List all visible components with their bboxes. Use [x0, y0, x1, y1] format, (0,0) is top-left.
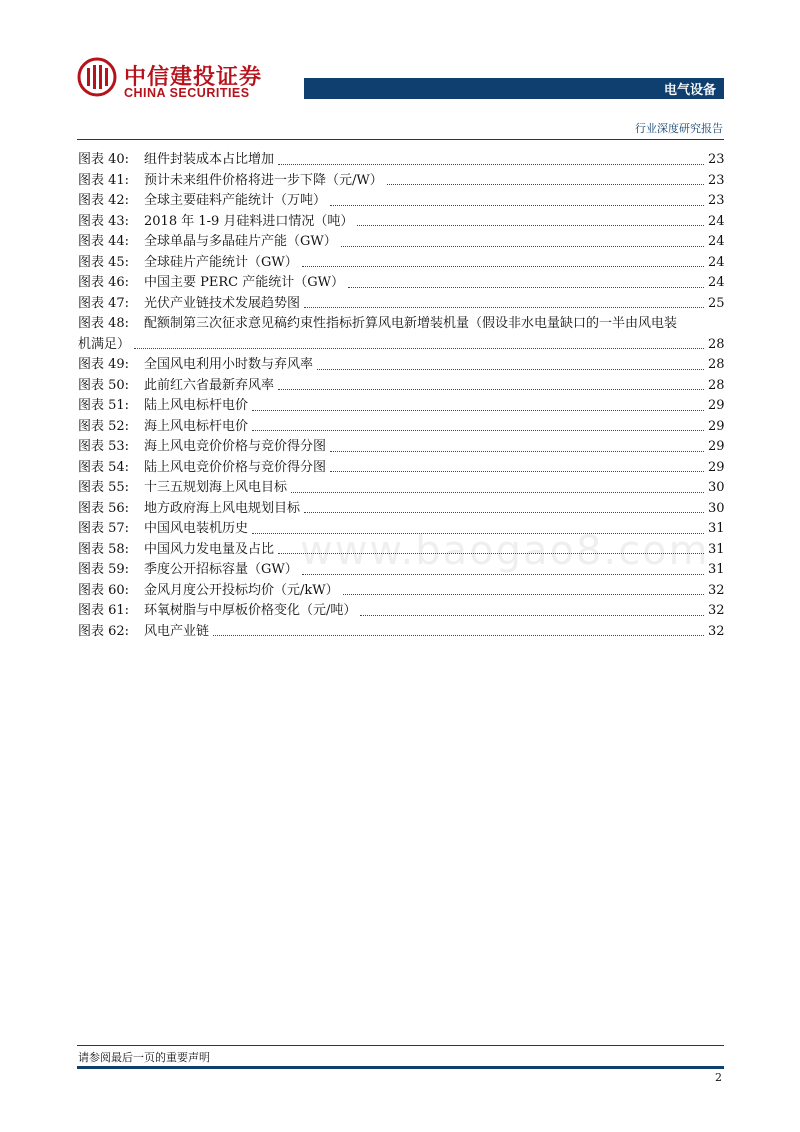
toc-entry-page: 23: [708, 172, 725, 188]
toc-entry[interactable]: [78, 478, 724, 499]
toc-entry-title: 海上风电竞价价格与竞价得分图: [144, 439, 327, 454]
toc-entry[interactable]: [78, 273, 724, 294]
toc-entry-page: 29: [708, 439, 725, 454]
toc-leader-dots: [360, 614, 704, 616]
toc-entry-label: 图表 41:: [78, 172, 130, 188]
toc-entry-page: 31: [708, 541, 725, 557]
toc-entry-label: 图表 54:: [78, 459, 130, 475]
toc-leader-dots: [278, 388, 704, 390]
toc-entry[interactable]: [78, 191, 724, 212]
toc-entry-label: 图表 42:: [78, 193, 130, 208]
toc-entry-title: 中国风力发电量及占比: [144, 541, 275, 557]
toc-entry-page: 31: [708, 521, 725, 536]
toc-entry-title: 季度公开招标容量（GW）: [144, 562, 298, 577]
toc-entry[interactable]: [78, 437, 724, 458]
toc-entry-label: 图表 44:: [78, 234, 130, 249]
toc-leader-dots: [291, 491, 704, 493]
toc-leader-dots: [343, 593, 704, 595]
toc-entry-page: 24: [708, 213, 725, 229]
toc-entry-label: 图表 57:: [78, 521, 130, 536]
toc-entry[interactable]: [78, 417, 724, 438]
toc-entry-page: 32: [708, 582, 725, 598]
toc-leader-dots: [387, 183, 704, 185]
toc-entry-page: 23: [708, 152, 725, 167]
toc-entry-page: 29: [708, 418, 725, 434]
toc-entry-title: 环氧树脂与中厚板价格变化（元/吨）: [144, 603, 357, 618]
toc-entry-label: 图表 60:: [78, 582, 130, 598]
toc-entry[interactable]: [78, 376, 724, 397]
toc-entry-title-continued: 机满足）: [78, 336, 131, 352]
toc-entry-title: 地方政府海上风电规划目标: [144, 500, 301, 516]
toc-entry-label: 图表 46:: [78, 275, 130, 290]
toc-entry-title: 全球硅片产能统计（GW）: [144, 254, 298, 270]
toc-entry-label: 图表 59:: [78, 562, 130, 577]
toc-entry[interactable]: [78, 294, 724, 315]
toc-entry-title: 全球单晶与多晶硅片产能（GW）: [144, 234, 337, 249]
toc-leader-dots: [278, 163, 704, 165]
toc-entry[interactable]: [78, 253, 724, 274]
toc-entry-title: 风电产业链: [144, 623, 210, 639]
toc-entry[interactable]: [78, 212, 724, 233]
toc-entry-title: 十三五规划海上风电目标: [144, 480, 288, 495]
toc-entry-title: 陆上风电竞价价格与竞价得分图: [144, 459, 327, 475]
toc-entry-label: 图表 61:: [78, 603, 130, 618]
toc-leader-dots: [252, 429, 704, 431]
toc-entry[interactable]: [78, 355, 724, 376]
toc-entry[interactable]: [78, 314, 724, 355]
toc-entry[interactable]: [78, 458, 724, 479]
toc-leader-dots: [213, 634, 704, 636]
toc-entry-label: 图表 50:: [78, 377, 130, 393]
toc-entry-page: 29: [708, 398, 725, 413]
report-type: 行业深度研究报告: [635, 122, 723, 135]
toc-entry-page: 28: [708, 377, 725, 393]
toc-entry-page: 30: [708, 500, 725, 516]
toc-entry-page: 32: [708, 603, 725, 618]
toc-entry[interactable]: [78, 171, 724, 192]
page-header: [0, 0, 800, 140]
toc-entry-page: 24: [708, 254, 725, 270]
toc-entry[interactable]: [78, 232, 724, 253]
toc-entry-label: 图表 62:: [78, 623, 130, 639]
toc-entry-title: 中国主要 PERC 产能统计（GW）: [144, 275, 344, 290]
toc-entry[interactable]: [78, 622, 724, 643]
china-securities-logo-icon: [77, 57, 117, 97]
toc-entry-label: 图表 40:: [78, 152, 130, 167]
toc-entry[interactable]: [78, 499, 724, 520]
toc-entry-label: 图表 53:: [78, 439, 130, 454]
toc-entry-page: 24: [708, 275, 725, 290]
toc-leader-dots: [317, 368, 704, 370]
toc-entry-title: 全球主要硅料产能统计（万吨）: [144, 193, 327, 208]
toc-entry-page: 25: [708, 295, 725, 311]
toc-entry[interactable]: [78, 581, 724, 602]
toc-leader-dots: [252, 409, 704, 411]
toc-entry-label: 图表 48:: [78, 316, 130, 331]
toc-entry-page: 28: [708, 357, 725, 372]
toc-entry-title: 金风月度公开投标均价（元/kW）: [144, 582, 339, 598]
toc-entry-title: 海上风电标杆电价: [144, 418, 249, 434]
toc-entry-title: 中国风电装机历史: [144, 521, 249, 536]
toc-leader-dots: [348, 286, 704, 288]
brand-name-cn: 中信建投证券: [124, 65, 263, 90]
toc-entry-page: 29: [708, 459, 725, 475]
toc-leader-dots: [330, 204, 704, 206]
toc-entry-title: 组件封装成本占比增加: [144, 152, 275, 167]
toc-entry-title: 预计未来组件价格将进一步下降（元/W）: [144, 172, 383, 188]
toc-entry-label: 图表 45:: [78, 254, 130, 270]
toc-leader-dots: [304, 306, 704, 308]
brand-name-en: CHINA SECURITIES: [124, 86, 250, 100]
toc-entry[interactable]: [78, 396, 724, 417]
toc-entry-label: 图表 51:: [78, 398, 130, 413]
toc-entry[interactable]: [78, 601, 724, 622]
watermark: www.baogao8.com: [300, 528, 710, 574]
toc-leader-dots: [330, 450, 704, 452]
toc-entry-title: 全国风电利用小时数与弃风率: [144, 357, 314, 372]
toc-entry-page: 28: [708, 336, 725, 352]
toc-entry-page: 30: [708, 480, 725, 495]
footer-divider: [77, 1045, 724, 1046]
toc-entry-label: 图表 49:: [78, 357, 130, 372]
toc-entry-title: 2018 年 1-9 月硅料进口情况（吨）: [144, 213, 354, 229]
toc-entry-label: 图表 55:: [78, 480, 130, 495]
toc-leader-dots: [357, 224, 704, 226]
section-banner: [304, 78, 724, 99]
toc-entry-page: 23: [708, 193, 725, 208]
footer-bar: [77, 1066, 724, 1069]
header-divider: [77, 139, 724, 140]
toc-entry-title: 此前红六省最新弃风率: [144, 377, 275, 393]
toc-leader-dots: [330, 470, 704, 472]
toc-entry-page: 24: [708, 234, 725, 249]
toc-entry-page: 32: [708, 623, 725, 639]
toc-leader-dots: [134, 347, 704, 349]
toc-leader-dots: [304, 511, 704, 513]
toc-leader-dots: [302, 265, 704, 267]
toc-entry-title: 配额制第三次征求意见稿约束性指标折算风电新增装机量（假设非水电量缺口的一半由风电装: [144, 316, 678, 331]
toc-entry-label: 图表 43:: [78, 213, 130, 229]
toc-entry-title: 陆上风电标杆电价: [144, 398, 249, 413]
page-number: 2: [715, 1071, 722, 1084]
toc-entry-label: 图表 58:: [78, 541, 130, 557]
toc-entry-label: 图表 47:: [78, 295, 130, 311]
toc-entry-title: 光伏产业链技术发展趋势图: [144, 295, 301, 311]
section-label: 电气设备: [663, 83, 716, 98]
toc-entry-label: 图表 52:: [78, 418, 130, 434]
toc-entry-page: 31: [708, 562, 725, 577]
toc-leader-dots: [341, 245, 704, 247]
toc-entry[interactable]: [78, 150, 724, 171]
disclaimer-note: 请参阅最后一页的重要声明: [78, 1051, 210, 1064]
toc-entry-label: 图表 56:: [78, 500, 130, 516]
